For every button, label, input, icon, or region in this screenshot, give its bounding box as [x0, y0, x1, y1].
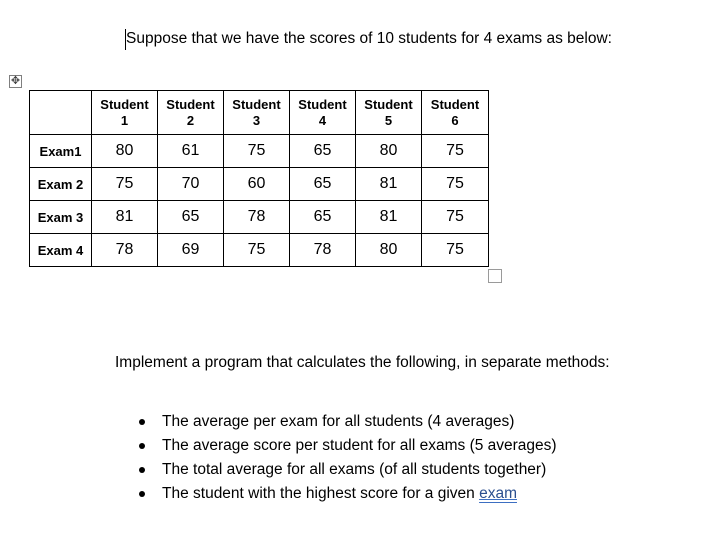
requirement-item: The average per exam for all students (4 averages) [137, 412, 557, 436]
column-header-student-6: Student 6 [422, 91, 489, 135]
task-paragraph: Implement a program that calculates the following, in separate methods: [115, 354, 610, 371]
score-cell: 75 [422, 135, 489, 168]
row-label-exam-1: Exam1 [30, 135, 92, 168]
row-label-exam-3: Exam 3 [30, 201, 92, 234]
score-cell: 75 [422, 234, 489, 267]
score-cell: 61 [158, 135, 224, 168]
intro-paragraph: Suppose that we have the scores of 10 students for 4 exams as below: [126, 30, 612, 47]
corner-cell [30, 91, 92, 135]
table-row [30, 234, 489, 267]
score-cell: 65 [158, 201, 224, 234]
score-cell: 75 [92, 168, 158, 201]
score-cell: 78 [290, 234, 356, 267]
column-header-student-4: Student 4 [290, 91, 356, 135]
row-label-exam-4: Exam 4 [30, 234, 92, 267]
requirements-list [137, 412, 557, 508]
requirement-text: The student with the highest score for a given [162, 485, 480, 502]
score-cell: 81 [356, 201, 422, 234]
column-header-student-3: Student 3 [224, 91, 290, 135]
score-cell: 80 [92, 135, 158, 168]
spell-check-underlined-word: exam [479, 485, 517, 502]
table-resize-handle[interactable] [488, 269, 502, 283]
table-row [30, 135, 489, 168]
table-header-row [30, 91, 489, 135]
score-cell: 65 [290, 135, 356, 168]
score-cell: 78 [92, 234, 158, 267]
column-header-student-1: Student 1 [92, 91, 158, 135]
score-cell: 60 [224, 168, 290, 201]
score-cell: 65 [290, 201, 356, 234]
score-cell: 80 [356, 234, 422, 267]
table-row [30, 168, 489, 201]
score-cell: 75 [422, 168, 489, 201]
score-cell: 78 [224, 201, 290, 234]
score-cell: 81 [92, 201, 158, 234]
column-header-student-2: Student 2 [158, 91, 224, 135]
score-cell: 75 [224, 135, 290, 168]
requirement-item [137, 484, 557, 508]
requirement-item: The average score per student for all exams (5 averages) [137, 436, 557, 460]
score-cell: 65 [290, 168, 356, 201]
score-cell: 75 [224, 234, 290, 267]
score-cell: 80 [356, 135, 422, 168]
score-cell: 81 [356, 168, 422, 201]
table-row [30, 201, 489, 234]
score-cell: 75 [422, 201, 489, 234]
score-cell: 69 [158, 234, 224, 267]
table-move-handle-icon[interactable]: ✥ [10, 75, 21, 87]
score-cell: 70 [158, 168, 224, 201]
row-label-exam-2: Exam 2 [30, 168, 92, 201]
requirement-item: The total average for all exams (of all students together) [137, 460, 557, 484]
column-header-student-5: Student 5 [356, 91, 422, 135]
scores-table [29, 90, 489, 267]
